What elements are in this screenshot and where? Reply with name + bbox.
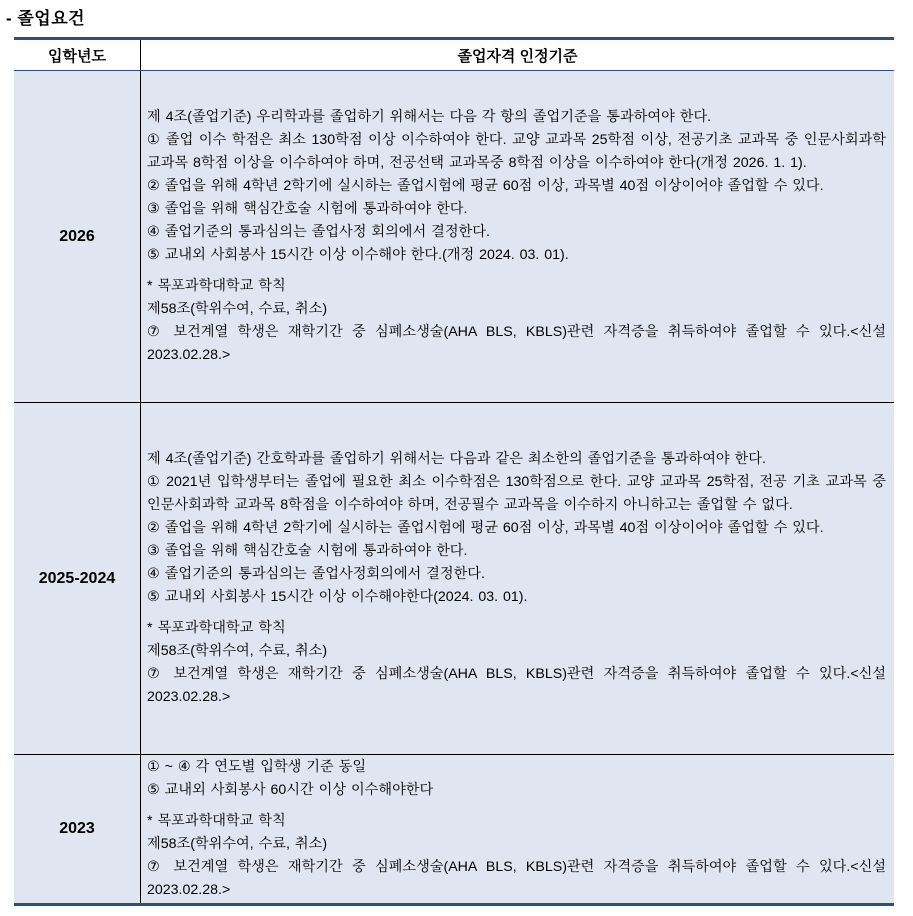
note-article: 제58조(학위수여, 수료, 취소) — [147, 301, 328, 317]
criteria-item: ③ 졸업을 위해 핵심간호술 시험에 통과하여야 한다. — [147, 201, 468, 217]
admission-year-cell: 2025-2024 — [14, 403, 141, 755]
table-row — [14, 71, 894, 403]
admission-year-cell: 2023 — [14, 755, 141, 905]
note-article: 제58조(학위수여, 수료, 취소) — [147, 643, 328, 659]
note-item: ⑦ 보건계열 학생은 재학기간 중 심폐소생술(AHA BLS, KBLS)관련 자격증을 취득하여야 졸업할 수 있다.<신설 2023.02.28.> — [147, 859, 886, 898]
table-row — [14, 755, 894, 905]
criteria-item: ⑤ 교내외 사회봉사 15시간 이상 이수해야한다(2024. 03. 01). — [147, 589, 528, 605]
criteria-item: ③ 졸업을 위해 핵심간호술 시험에 통과하여야 한다. — [147, 543, 468, 559]
graduation-requirements-table — [14, 37, 894, 906]
criteria-cell — [141, 403, 895, 755]
table-header-row — [14, 39, 894, 71]
note-item: ⑦ 보건계열 학생은 재학기간 중 심폐소생술(AHA BLS, KBLS)관련 자격증을 취득하여야 졸업할 수 있다.<신설 2023.02.28.> — [147, 324, 886, 363]
criteria-item: ① 2021년 입학생부터는 졸업에 필요한 최소 이수학점은 130학점으로 한다. 교양 교과목 25학점, 전공 기초 교과목 중 인문사회과학 교과목 8학점을 이수하여야 하며, 전공필수 교과목을 이수하지 아니하고는 졸업할 수 없다. — [147, 474, 886, 513]
section-title: - 졸업요건 — [6, 9, 86, 28]
note-title: * 목포과학대학교 학칙 — [147, 813, 286, 829]
note-article: 제58조(학위수여, 수료, 취소) — [147, 836, 328, 852]
criteria-item: ② 졸업을 위해 4학년 2학기에 실시하는 졸업시험에 평균 60점 이상, 과목별 40점 이상이어야 졸업할 수 있다. — [147, 178, 824, 194]
article-heading: 제 4조(졸업기준) 우리학과를 졸업하기 위해서는 다음 각 항의 졸업기준을 통과하여야 한다. — [147, 109, 712, 125]
table-row — [14, 403, 894, 755]
header-admission-year: 입학년도 — [14, 39, 141, 71]
note-item: ⑦ 보건계열 학생은 재학기간 중 심폐소생술(AHA BLS, KBLS)관련 자격증을 취득하여야 졸업할 수 있다.<신설 2023.02.28.> — [147, 666, 886, 705]
criteria-item: ④ 졸업기준의 통과심의는 졸업사정 회의에서 결정한다. — [147, 224, 490, 240]
note-title: * 목포과학대학교 학칙 — [147, 620, 286, 636]
criteria-item: ⑤ 교내외 사회봉사 15시간 이상 이수해야 한다.(개정 2024. 03. 01). — [147, 247, 569, 263]
criteria-item: ④ 졸업기준의 통과심의는 졸업사정회의에서 결정한다. — [147, 566, 485, 582]
admission-year-cell: 2026 — [14, 71, 141, 403]
criteria-item: ① ~ ④ 각 연도별 입학생 기준 동일 — [147, 759, 367, 775]
criteria-item: ② 졸업을 위해 4학년 2학기에 실시하는 졸업시험에 평균 60점 이상, 과목별 40점 이상이어야 졸업할 수 있다. — [147, 520, 824, 536]
header-criteria: 졸업자격 인정기준 — [141, 39, 895, 71]
criteria-item: ① 졸업 이수 학점은 최소 130학점 이상 이수하여야 한다. 교양 교과목 25학점 이상, 전공기초 교과목 중 인문사회과학 교과목 8학점 이상을 이수하여야 하며, 전공선택 교과목중 8학점 이상을 이수하여야 한다(개정 2026. 1. 1). — [147, 132, 886, 171]
criteria-item: ⑤ 교내외 사회봉사 60시간 이상 이수해야한다 — [147, 782, 434, 798]
criteria-cell — [141, 71, 895, 403]
note-title: * 목포과학대학교 학칙 — [147, 278, 286, 294]
article-heading: 제 4조(졸업기준) 간호학과를 졸업하기 위해서는 다음과 같은 최소한의 졸업기준을 통과하여야 한다. — [147, 451, 766, 467]
criteria-cell — [141, 755, 895, 905]
